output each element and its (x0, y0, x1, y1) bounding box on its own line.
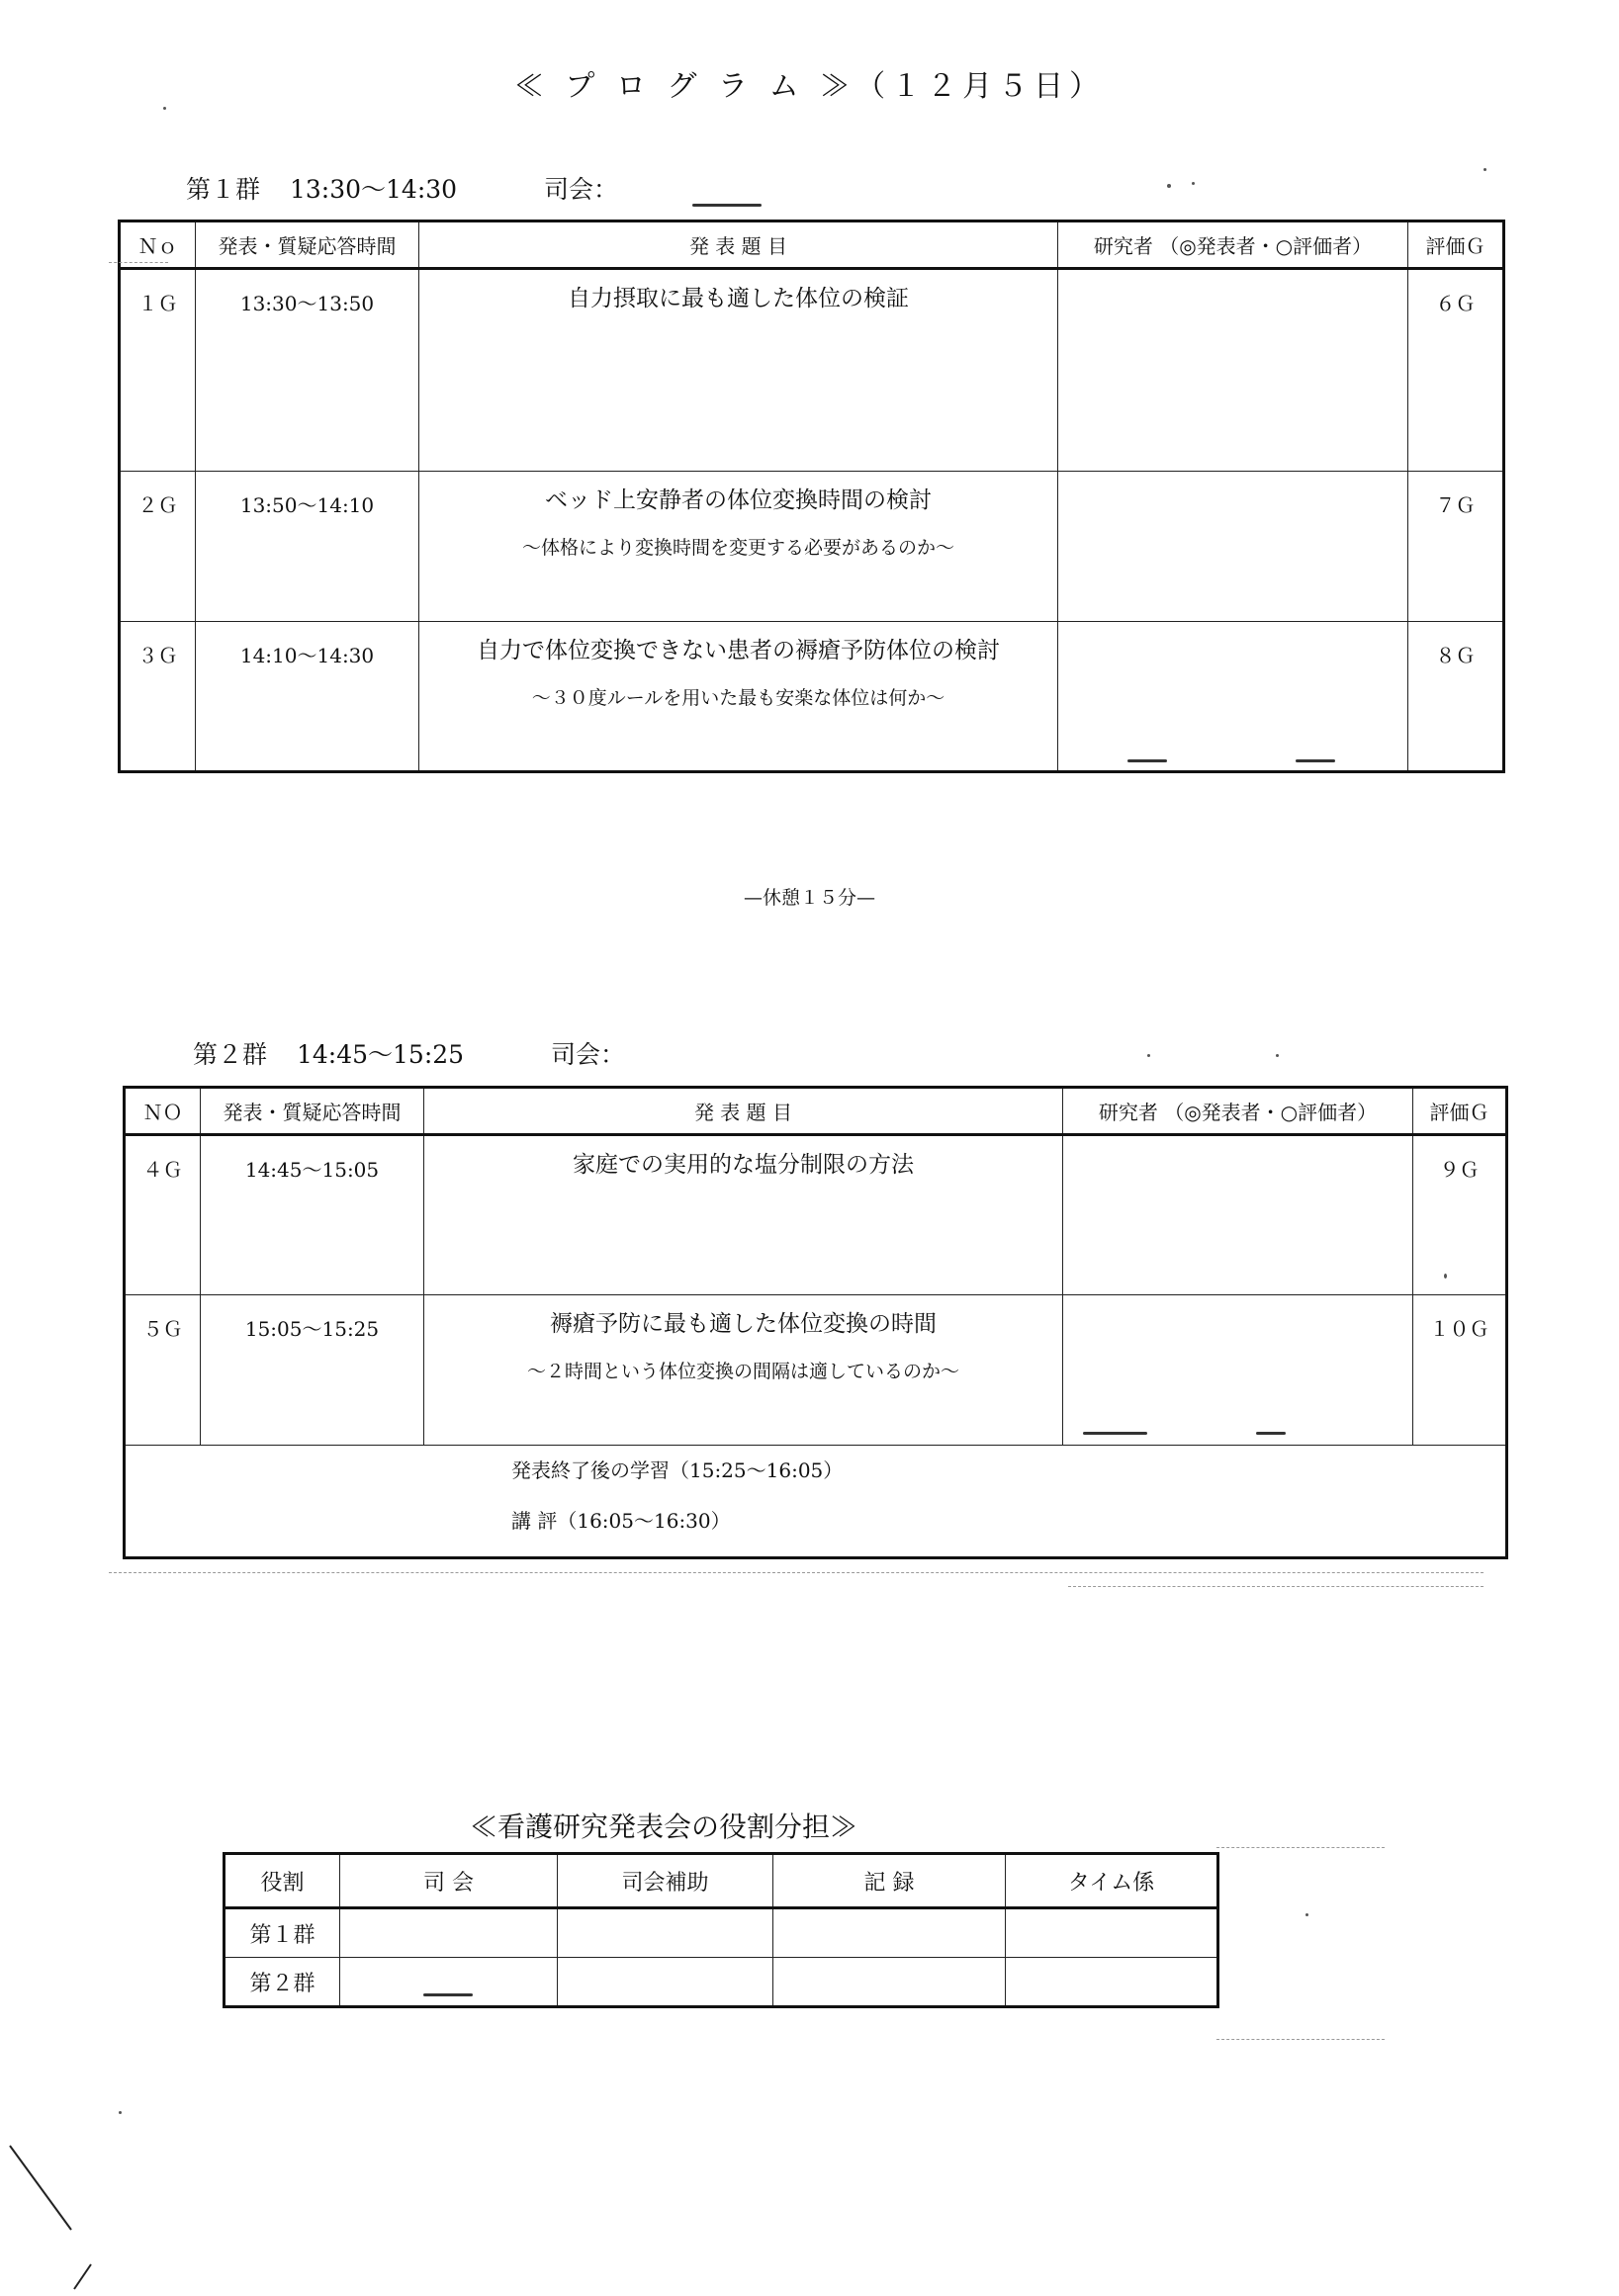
group1-mc-label: 司会： (544, 175, 619, 204)
roles-table (223, 1852, 1219, 2008)
group2-footer-row (125, 1446, 1507, 1558)
row-topic (419, 472, 1058, 622)
group2-label: 第２群 (193, 1040, 268, 1069)
scan-line (1068, 1586, 1484, 1587)
roles-row-label: 第２群 (225, 1958, 340, 2007)
group2-header-row (125, 1088, 1507, 1135)
group2-time: 14:45〜15:25 (296, 1040, 465, 1069)
scan-speck (1276, 1054, 1279, 1057)
group2-mc-label: 司会： (551, 1040, 626, 1069)
scan-smudge (423, 1993, 473, 1996)
row-no: ３Ｇ (120, 622, 196, 772)
header-topic: 発 表 題 目 (419, 221, 1058, 269)
header-time: 発表・質疑応答時間 (196, 221, 419, 269)
row-researcher (1058, 269, 1408, 472)
roles-header-mc-assist: 司会補助 (558, 1854, 773, 1908)
scan-smudge (1296, 759, 1335, 762)
scan-speck (1167, 184, 1171, 188)
row-no: ５Ｇ (125, 1295, 201, 1446)
row-eval: ９Ｇ (1413, 1135, 1507, 1295)
topic-subtitle: 〜体格により変換時間を変更する必要があるのか〜 (521, 537, 954, 559)
row-topic (419, 622, 1058, 772)
scan-line (109, 1572, 1484, 1573)
break-note: —休憩１５分— (743, 887, 875, 909)
roles-cell (773, 1908, 1006, 1958)
roles-row-label: 第１群 (225, 1908, 340, 1958)
scan-line (109, 262, 168, 263)
topic-title: 自力摂取に最も適した体位の検証 (568, 286, 909, 311)
topic-title: 家庭での実用的な塩分制限の方法 (573, 1152, 914, 1178)
row-eval: １０Ｇ (1413, 1295, 1507, 1446)
scan-smudge (692, 204, 762, 207)
header-eval: 評価Ｇ (1408, 221, 1504, 269)
row-time: 13:50〜14:10 (196, 472, 419, 622)
roles-cell (558, 1958, 773, 2007)
roles-cell (340, 1908, 558, 1958)
row-no: ２Ｇ (120, 472, 196, 622)
roles-header-role: 役割 (225, 1854, 340, 1908)
roles-cell (1006, 1908, 1218, 1958)
scan-speck (1305, 1913, 1308, 1916)
roles-cell (558, 1908, 773, 1958)
row-topic (424, 1135, 1063, 1295)
group1-heading (186, 170, 618, 206)
row-researcher (1063, 1135, 1413, 1295)
topic-subtitle: 〜２時間という体位変換の間隔は適しているのか〜 (526, 1361, 959, 1382)
row-no: １Ｇ (120, 269, 196, 472)
footer-study: 発表終了後の学習（15:25〜16:05） (511, 1458, 844, 1482)
topic-title: ベッド上安静者の体位変換時間の検討 (545, 487, 932, 513)
table-row (120, 622, 1504, 772)
scan-speck (1147, 1054, 1150, 1057)
group1-table (118, 220, 1505, 773)
row-eval: ８Ｇ (1408, 622, 1504, 772)
scan-speck (163, 107, 166, 110)
scan-line (1216, 1847, 1385, 1848)
table-row (120, 269, 1504, 472)
row-topic (419, 269, 1058, 472)
pen-stroke-icon (0, 2126, 99, 2296)
roles-cell (773, 1958, 1006, 2007)
row-researcher (1063, 1295, 1413, 1446)
table-row (225, 1908, 1218, 1958)
header-researcher: 研究者 （◎発表者・○評価者） (1063, 1088, 1413, 1135)
header-topic: 発 表 題 目 (424, 1088, 1063, 1135)
table-row (125, 1295, 1507, 1446)
row-time: 13:30〜13:50 (196, 269, 419, 472)
topic-title: 自力で体位変換できない患者の褥瘡予防体位の検討 (477, 638, 1000, 663)
roles-header-record: 記 録 (773, 1854, 1006, 1908)
scan-smudge (1127, 759, 1167, 762)
row-researcher (1058, 472, 1408, 622)
table-row (225, 1958, 1218, 2007)
footer-review: 講 評（16:05〜16:30） (511, 1509, 731, 1533)
scan-smudge (1256, 1432, 1286, 1435)
group2-heading (193, 1035, 625, 1071)
row-researcher (1058, 622, 1408, 772)
header-researcher: 研究者 （◎発表者・○評価者） (1058, 221, 1408, 269)
header-no: Ｎｏ (120, 221, 196, 269)
group2-footer (125, 1446, 1507, 1558)
row-eval: ７Ｇ (1408, 472, 1504, 622)
roles-cell (1006, 1958, 1218, 2007)
table-row (125, 1135, 1507, 1295)
group1-label: 第１群 (186, 175, 261, 204)
row-time: 14:10〜14:30 (196, 622, 419, 772)
row-topic (424, 1295, 1063, 1446)
roles-header-timekeeper: タイム係 (1006, 1854, 1218, 1908)
row-eval: ６Ｇ (1408, 269, 1504, 472)
scan-line (1216, 2039, 1385, 2040)
scan-smudge (1083, 1432, 1147, 1435)
group2-table (123, 1086, 1508, 1559)
row-time: 15:05〜15:25 (201, 1295, 424, 1446)
scan-speck (119, 2111, 122, 2114)
group1-header-row (120, 221, 1504, 269)
roles-header-row (225, 1854, 1218, 1908)
topic-subtitle: 〜３０度ルールを用いた最も安楽な体位は何か〜 (531, 687, 945, 709)
scan-speck (1484, 168, 1486, 171)
scan-speck (1192, 182, 1195, 185)
row-no: ４Ｇ (125, 1135, 201, 1295)
group1-time: 13:30〜14:30 (289, 175, 458, 204)
topic-title: 褥瘡予防に最も適した体位変換の時間 (550, 1311, 937, 1337)
scan-speck (1444, 1274, 1447, 1279)
header-no: ＮＯ (125, 1088, 201, 1135)
table-row (120, 472, 1504, 622)
roles-header-mc: 司 会 (340, 1854, 558, 1908)
header-time: 発表・質疑応答時間 (201, 1088, 424, 1135)
row-time: 14:45〜15:05 (201, 1135, 424, 1295)
header-eval: 評価Ｇ (1413, 1088, 1507, 1135)
page-title: ≪ プ ロ グ ラ ム ≫（１２月５日） (513, 69, 1106, 104)
roles-cell (340, 1958, 558, 2007)
roles-title: ≪看護研究発表会の役割分担≫ (470, 1810, 858, 1843)
